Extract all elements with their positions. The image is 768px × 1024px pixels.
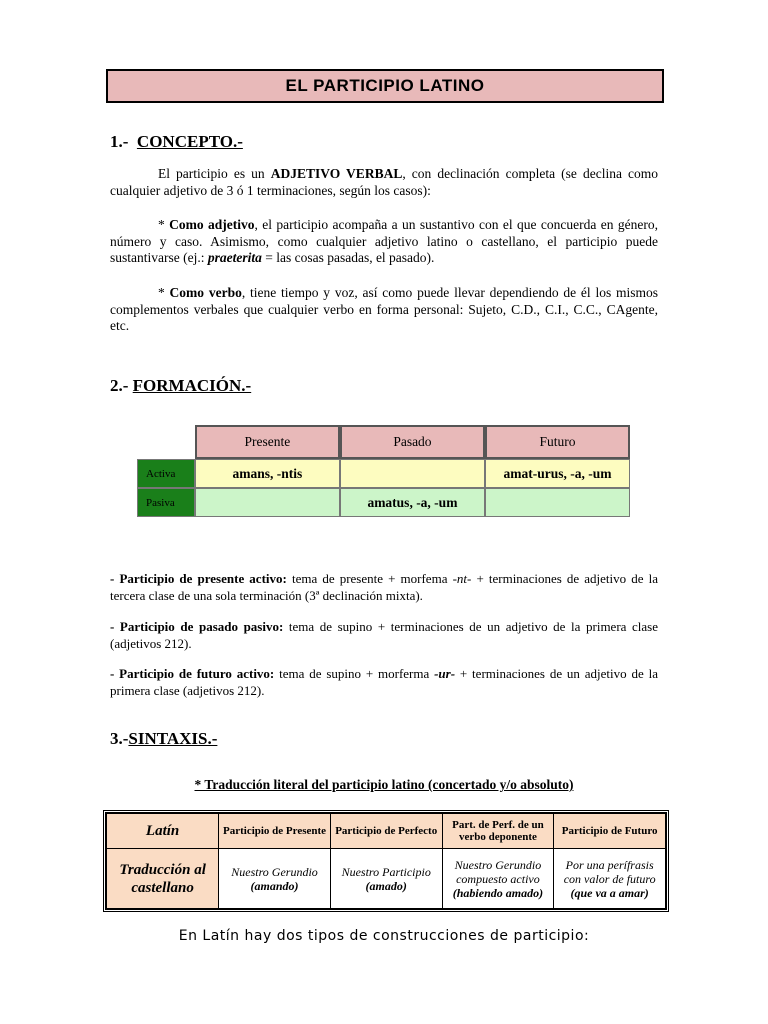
- cell-traduccion-deponente: [442, 849, 554, 909]
- section-title: SINTAXIS.-: [128, 729, 218, 748]
- cell-pasiva-futuro: [485, 488, 630, 517]
- text: tema de presente + morfema: [286, 571, 453, 586]
- concepto-paragraph-3: [110, 285, 658, 335]
- section-title: CONCEPTO.-: [136, 132, 243, 151]
- row-label-latin: Latín: [107, 814, 219, 849]
- text: El participio es un: [158, 166, 271, 181]
- formation-rule-pasado: [110, 619, 658, 652]
- syntax-subtitle: * Traducción literal del participio latino (concertado y/o absoluto): [194, 777, 574, 792]
- header-participio-perfecto: Participio de Perfecto: [330, 814, 442, 849]
- header-participio-presente: Participio de Presente: [219, 814, 331, 849]
- text: tema de supino + morferma: [274, 666, 435, 681]
- emphasis: Como adjetivo: [169, 217, 255, 232]
- text: = las cosas pasadas, el pasado).: [261, 250, 435, 265]
- bullet: -: [110, 666, 120, 681]
- example: (que va a amar): [570, 885, 649, 900]
- emphasis: ADJETIVO VERBAL: [270, 166, 403, 181]
- rule-title: Participio de presente activo:: [119, 571, 287, 586]
- header-participio-deponente: Part. de Perf. de un verbo deponente: [442, 814, 554, 849]
- example-word: praeterita: [207, 250, 262, 265]
- row-label-traduccion: Traducción al castellano: [107, 849, 219, 909]
- bullet: -: [110, 571, 120, 586]
- cell-pasiva-presente: [195, 488, 340, 517]
- text: , tiene tiempo y voz, así como puede llevar dependiendo de él los mismos complementos verbales que cualquier verbo en forma personal: Sujeto, C.D., C.I., C.C., CAgente, etc.: [110, 285, 658, 333]
- text: Nuestro Gerundio: [231, 864, 318, 879]
- text: Nuestro Participio: [341, 864, 431, 879]
- text: + terminaciones de adjetivo de la tercera clase de una sola terminación (3ª declinación mixta).: [110, 571, 658, 603]
- concepto-paragraph-1: [110, 166, 658, 199]
- section-number: 2.-: [110, 376, 129, 395]
- text: *: [158, 285, 170, 300]
- cell-traduccion-perfecto: [330, 849, 442, 909]
- rule-title: Participio de pasado pasivo:: [119, 619, 284, 634]
- section-heading-formacion: [110, 376, 251, 396]
- cell-traduccion-presente: [219, 849, 331, 909]
- cell-activa-pasado: [340, 459, 485, 488]
- section-heading-sintaxis: [110, 729, 217, 749]
- section-title: FORMACIÓN.-: [132, 376, 252, 395]
- morpheme: -ur-: [434, 666, 456, 681]
- example: (amando): [250, 878, 299, 893]
- formation-table: [137, 425, 630, 517]
- text: tema de supino + terminaciones de un adjetivo de la primera clase (adjetivos 212).: [110, 619, 658, 651]
- header-presente: Presente: [195, 425, 340, 459]
- example: (amado): [365, 878, 407, 893]
- header-futuro: Futuro: [485, 425, 630, 459]
- header-pasado: Pasado: [340, 425, 485, 459]
- formation-rule-presente: [110, 571, 658, 604]
- text: Por una perífrasis con valor de futuro: [563, 857, 656, 886]
- bullet: -: [110, 619, 120, 634]
- text: , el participio acompaña a un sustantivo con el que concuerda en género, número y caso. Asimismo, como cualquier adjetivo latino o castellano, el participio puede sustantivarse (ej.:: [110, 217, 658, 265]
- page-title: EL PARTICIPIO LATINO: [106, 69, 664, 103]
- empty-cell: [137, 425, 195, 459]
- concepto-paragraph-2: [110, 217, 658, 267]
- footer-text: En Latín hay dos tipos de construcciones de participio:: [178, 928, 590, 944]
- formation-rule-futuro: [110, 666, 658, 699]
- cell-activa-presente: amans, -ntis: [195, 459, 340, 488]
- morpheme: -nt-: [452, 571, 472, 586]
- header-participio-futuro: Participio de Futuro: [554, 814, 666, 849]
- emphasis: Como verbo: [169, 285, 242, 300]
- section-number: 3.-: [110, 729, 129, 748]
- text: + terminaciones de un adjetivo de la primera clase (adjetivos 212).: [110, 666, 658, 698]
- text: Nuestro Gerundio compuesto activo: [454, 857, 542, 886]
- row-label-activa: Activa: [137, 459, 195, 488]
- example: (habiendo amado): [452, 885, 544, 900]
- syntax-table: [103, 810, 669, 912]
- rule-title: Participio de futuro activo:: [119, 666, 275, 681]
- text: , con declinación completa (se declina como cualquier adjetivo de 3 ó 1 terminaciones, según los casos):: [110, 166, 658, 198]
- cell-traduccion-futuro: [554, 849, 666, 909]
- section-number: 1.-: [110, 132, 129, 151]
- section-heading-concepto: [110, 132, 243, 152]
- cell-activa-futuro: amat-urus, -a, -um: [485, 459, 630, 488]
- text: *: [158, 217, 170, 232]
- row-label-pasiva: Pasiva: [137, 488, 195, 517]
- cell-pasiva-pasado: amatus, -a, -um: [340, 488, 485, 517]
